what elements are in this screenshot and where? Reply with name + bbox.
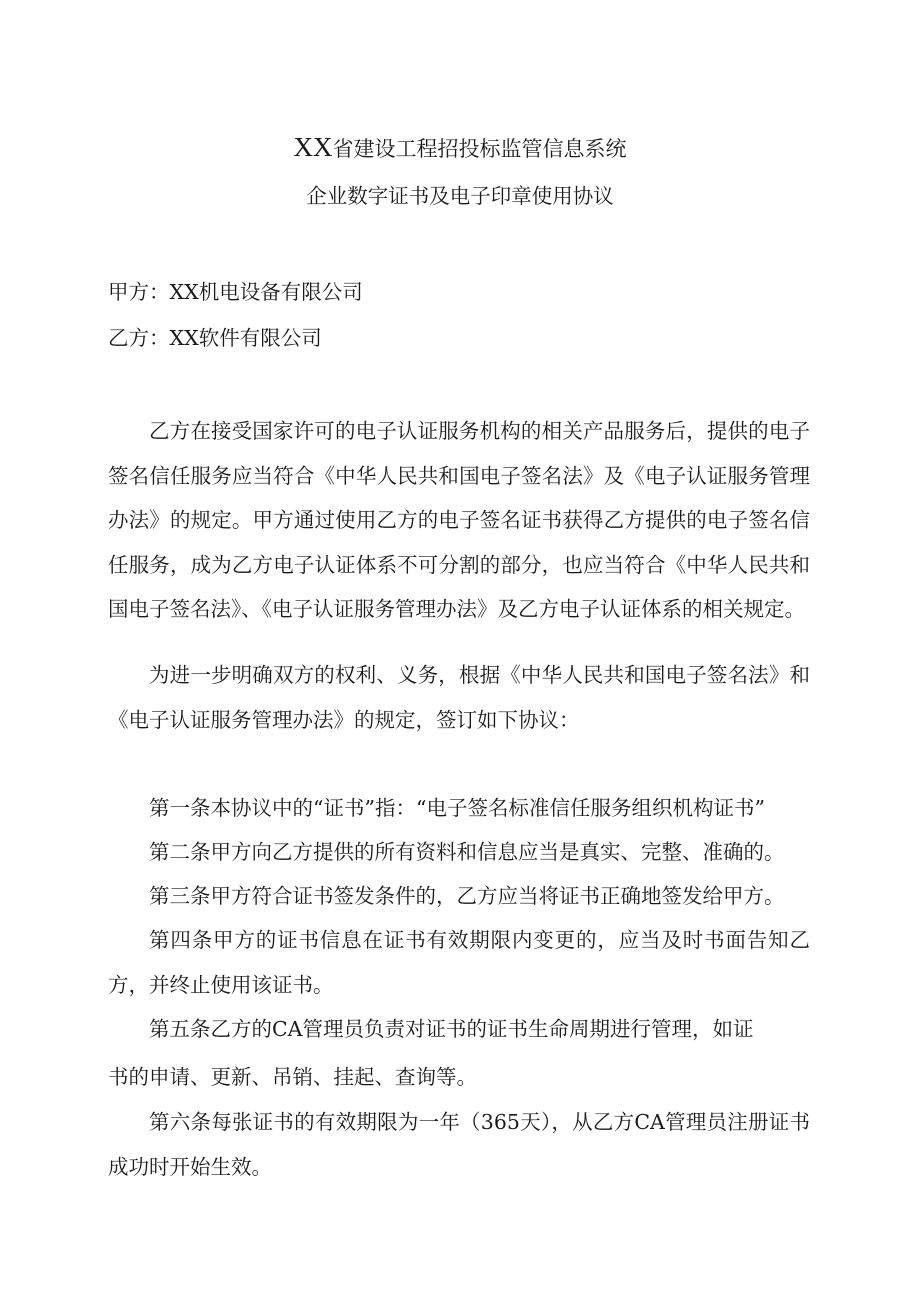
article-6: 第六条每张证书的有效期限为一年（365天），从乙方CA管理员注册证书成功时开始生效。 <box>108 1110 810 1179</box>
preamble-paragraph-2: 为进一步明确双方的权利、义务，根据《中华人民共和国电子签名法》和《电子认证服务管理办法》的规定，签订如下协议： <box>108 663 810 732</box>
preamble-paragraph-1: 乙方在接受国家许可的电子认证服务机构的相关产品服务后，提供的电子签名信任服务应当符合《中华人民共和国电子签名法》及《电子认证服务管理办法》的规定。甲方通过使用乙方的电子签名证书获得乙方提供的电子签名信任服务，成为乙方电子认证体系不可分割的部分，也应当符合《中华人民共和国电子签名法》、《电子认证服务管理办法》及乙方电子认证体系的相关规定。 <box>108 419 810 621</box>
party-b: 乙方：XX软件有限公司 <box>108 326 322 350</box>
article-5-line-1: 第五条乙方的CA管理员负责对证书的证书生命周期进行管理，如证 <box>149 1017 754 1041</box>
title-rest: 省建设工程招投标监管信息系统 <box>332 137 627 161</box>
document-title <box>0 132 920 164</box>
article-4: 第四条甲方的证书信息在证书有效期限内变更的，应当及时书面告知乙方，并终止使用该证书。 <box>108 928 810 997</box>
article-1: 第一条本协议中的“证书”指：“电子签名标准信任服务组织机构证书” <box>149 796 765 820</box>
article-5-line-2: 书的申请、更新、吊销、挂起、查询等。 <box>108 1065 477 1089</box>
title-prefix: XX <box>293 132 333 162</box>
document-subtitle: 企业数字证书及电子印章使用协议 <box>306 184 614 208</box>
party-a: 甲方：XX机电设备有限公司 <box>108 280 363 304</box>
article-3: 第三条甲方符合证书签发条件的，乙方应当将证书正确地签发给甲方。 <box>149 884 785 908</box>
article-2: 第二条甲方向乙方提供的所有资料和信息应当是真实、完整、准确的。 <box>149 840 785 864</box>
